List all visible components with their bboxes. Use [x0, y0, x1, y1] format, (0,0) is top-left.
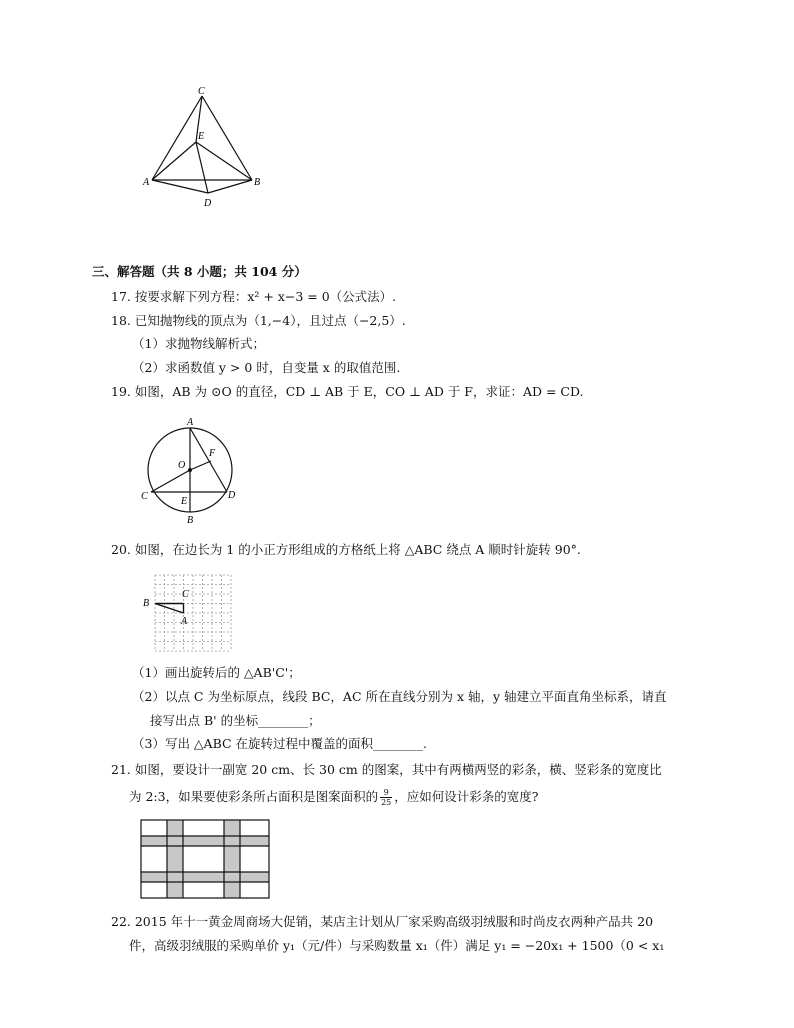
segment-ca	[152, 96, 205, 180]
segment-bd	[208, 180, 252, 193]
question-18-part-1: （1）求抛物线解析式；	[132, 336, 265, 351]
vertical-stripe-1	[167, 820, 183, 898]
label-d: D	[228, 490, 236, 501]
question-22-line-2: 件，高级羽绒服的采购单价 y₁（元/件）与采购数量 x₁（件）满足 y₁ = −20x₁ + 1500（0 < x₁	[129, 938, 665, 953]
segment-ed	[196, 142, 208, 193]
label-c: C	[182, 589, 189, 600]
question-20-part-2-line-1: （2）以点 C 为坐标原点，线段 BC，AC 所在直线分别为 x 轴，y 轴建立平面直角坐标系，请直	[132, 689, 667, 704]
question-21-line-2	[129, 788, 538, 807]
question-18-part-2: （2）求函数值 y > 0 时，自变量 x 的取值范围.	[132, 360, 401, 375]
label-a: A	[181, 616, 188, 627]
segment-ea	[152, 142, 196, 180]
segment-cb	[202, 96, 252, 180]
label-b: B	[254, 177, 261, 188]
question-22-line-1: 22. 2015 年十一黄金周商场大促销，某店主计划从厂家采购高级羽绒服和时尚皮衣两种产品共 20	[111, 914, 654, 929]
question-21-line-1: 21. 如图，要设计一副宽 20 cm、长 30 cm 的图案，其中有两横两竖的彩条，横、竖彩条的宽度比	[111, 762, 662, 777]
triangle-figure-top	[140, 84, 270, 214]
fraction	[380, 788, 392, 807]
fraction-numerator: 9	[380, 788, 392, 798]
grid-figure-q20	[140, 568, 240, 658]
question-20: 20. 如图，在边长为 1 的小正方形组成的方格纸上将 △ABC 绕点 A 顺时针旋转 90°.	[111, 542, 581, 557]
segment-eb	[196, 142, 252, 180]
question-21-text-before-fraction: 为 2:3，如果要使彩条所占面积是图案面积的	[129, 789, 379, 804]
fraction-denominator: 25	[381, 798, 392, 807]
label-e: E	[198, 131, 205, 142]
label-c: C	[198, 86, 205, 97]
section-heading: 三、解答题（共 8 小题；共 104 分）	[92, 264, 307, 279]
horizontal-stripe-1	[141, 836, 269, 846]
circle-figure-q19	[138, 414, 248, 528]
label-b: B	[187, 515, 194, 526]
label-a: A	[187, 417, 194, 428]
question-21-text-after-fraction: ，应如何设计彩条的宽度?	[394, 789, 539, 804]
label-c: C	[141, 491, 148, 502]
question-20-part-1: （1）画出旋转后的 △AB'C'；	[132, 665, 301, 680]
label-e: E	[181, 496, 188, 507]
question-18: 18. 已知抛物线的顶点为（1,−4），且过点（−2,5）.	[111, 313, 406, 328]
question-19: 19. 如图，AB 为 ⊙O 的直径，CD ⊥ AB 于 E，CO ⊥ AD 于 F，求证：AD = CD.	[111, 384, 584, 399]
vertical-stripe-2	[224, 820, 240, 898]
label-d: D	[204, 198, 212, 209]
question-20-part-3: （3）写出 △ABC 在旋转过程中覆盖的面积________.	[132, 736, 427, 751]
label-o: O	[178, 460, 186, 471]
question-17: 17. 按要求解下列方程：x² + x−3 = 0（公式法）.	[111, 289, 397, 304]
chord-ad	[190, 428, 227, 492]
question-20-part-2-line-2: 接写出点 B' 的坐标________；	[150, 713, 321, 728]
label-f: F	[209, 448, 216, 459]
label-b: B	[143, 598, 150, 609]
horizontal-stripe-2	[141, 872, 269, 882]
segment-ad	[152, 180, 208, 193]
pattern-border	[141, 820, 269, 898]
segment-co	[151, 470, 190, 492]
stripe-pattern-figure-q21	[138, 816, 272, 900]
segment-ba	[155, 604, 184, 614]
segment-of	[190, 461, 211, 470]
center-dot	[188, 468, 192, 472]
label-a: A	[143, 177, 150, 188]
